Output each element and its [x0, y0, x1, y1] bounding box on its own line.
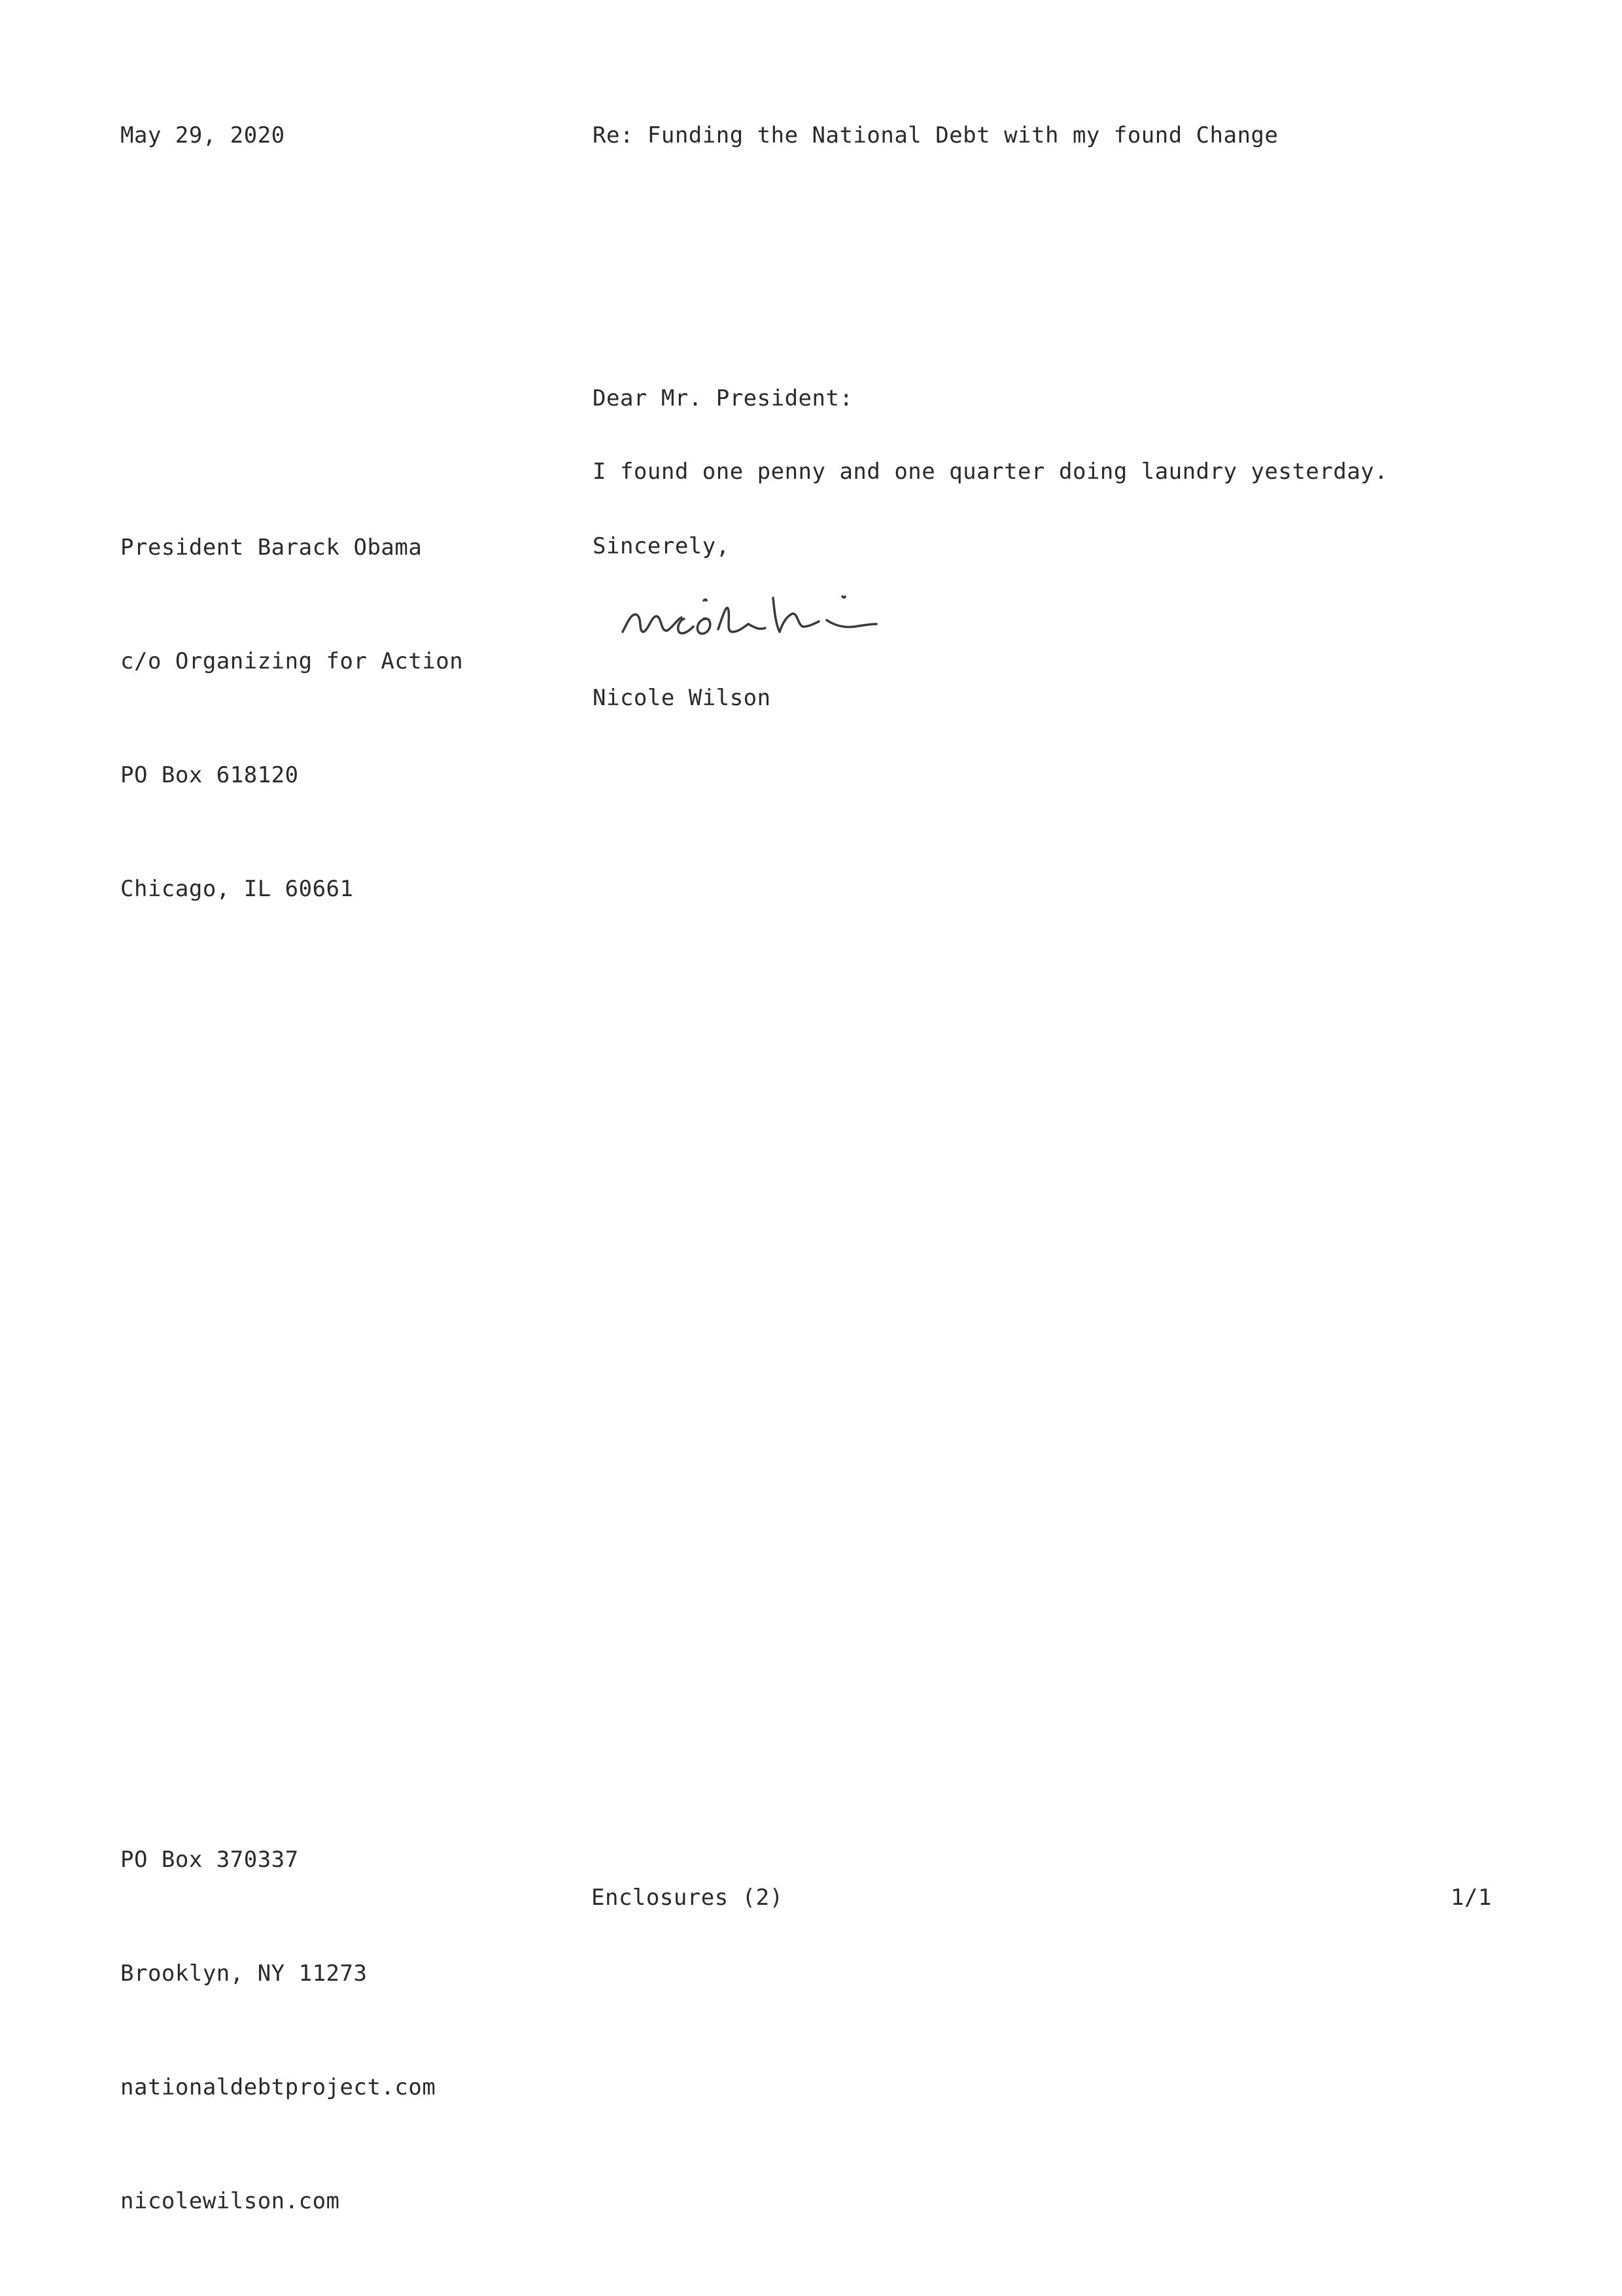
- page-number: 1/1: [1451, 1885, 1492, 1911]
- letter-date: May 29, 2020: [120, 122, 285, 148]
- closing: Sincerely,: [593, 533, 730, 559]
- recipient-line: c/o Organizing for Action: [120, 648, 464, 674]
- enclosures-note: Enclosures (2): [591, 1885, 784, 1911]
- recipient-address: [120, 453, 463, 984]
- letter-body: I found one penny and one quarter doing laundry yesterday.: [593, 459, 1389, 485]
- handwritten-signature: [608, 564, 948, 662]
- letter-subject: Re: Funding the National Debt with my found Change: [593, 122, 1279, 148]
- sender-website: nicolewilson.com: [120, 2188, 340, 2214]
- recipient-line: President Barack Obama: [120, 534, 423, 561]
- sender-website: nationaldebtproject.com: [120, 2074, 436, 2100]
- salutation: Dear Mr. President:: [593, 385, 854, 411]
- sender-line: PO Box 370337: [120, 1847, 299, 1873]
- sender-line: Brooklyn, NY 11273: [120, 1960, 368, 1987]
- sender-name: Nicole Wilson: [593, 685, 771, 711]
- recipient-line: Chicago, IL 60661: [120, 876, 354, 902]
- recipient-line: PO Box 618120: [120, 762, 299, 788]
- sender-address: [120, 1765, 436, 2296]
